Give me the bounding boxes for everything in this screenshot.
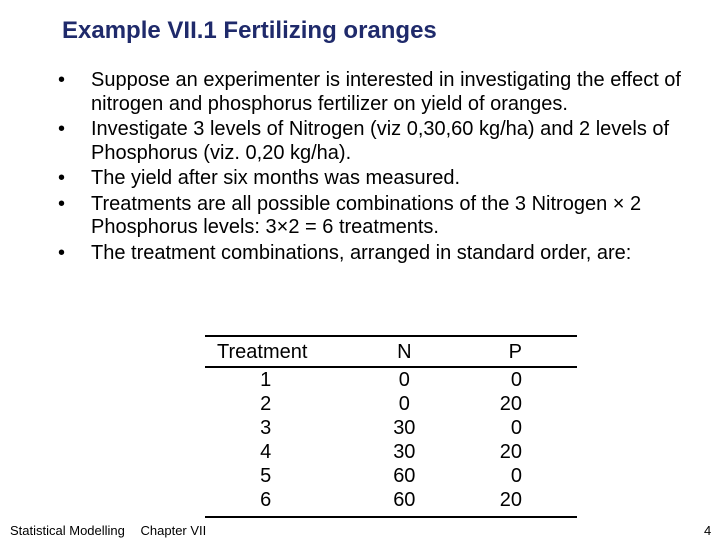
bullet-item bbox=[58, 118, 708, 165]
treatment-cell: 6 bbox=[205, 488, 326, 517]
bullet-marker: • bbox=[58, 69, 66, 91]
bullet-item bbox=[58, 193, 708, 240]
phosphorus-cell: 0 bbox=[510, 416, 522, 439]
slide-title: Example VII.1 Fertilizing oranges bbox=[62, 17, 437, 44]
footer-chapter: Chapter VII bbox=[140, 523, 207, 538]
table-row bbox=[205, 392, 577, 416]
bullet-text: Treatments are all possible combinations of the 3 Nitrogen × 2 Phosphorus levels: 3×2 = 6 treatments. bbox=[91, 192, 642, 238]
nitrogen-cell: 0 bbox=[398, 368, 410, 391]
bullet-marker: • bbox=[58, 241, 66, 264]
bullet-marker: • bbox=[58, 167, 66, 189]
bullet-item bbox=[58, 167, 708, 191]
phosphorus-cell: 0 bbox=[510, 368, 522, 391]
nitrogen-cell: 30 bbox=[393, 440, 416, 463]
bullet-list bbox=[58, 69, 708, 267]
table-row bbox=[205, 416, 577, 440]
table-header-row bbox=[205, 336, 577, 367]
table-row bbox=[205, 367, 577, 392]
table-row bbox=[205, 464, 577, 488]
phosphorus-cell: 20 bbox=[499, 440, 522, 463]
table-row bbox=[205, 488, 577, 517]
nitrogen-cell: 0 bbox=[398, 392, 410, 415]
footer-left bbox=[10, 523, 218, 538]
treatment-cell: 3 bbox=[260, 416, 272, 439]
header-phosphorus: P bbox=[442, 336, 577, 367]
phosphorus-cell: 20 bbox=[499, 392, 522, 415]
table-row bbox=[205, 440, 577, 464]
bullet-text: Suppose an experimenter is interested in investigating the effect of nitrogen and phosphorus fertilizer on yield of oranges. bbox=[91, 69, 681, 115]
treatment-table bbox=[205, 335, 577, 518]
bullet-item bbox=[58, 69, 708, 116]
nitrogen-cell: 60 bbox=[393, 464, 416, 487]
phosphorus-cell: 20 bbox=[442, 488, 577, 517]
phosphorus-cell: 0 bbox=[510, 464, 522, 487]
bullet-marker: • bbox=[58, 118, 66, 140]
page-number: 4 bbox=[704, 523, 712, 538]
header-nitrogen: N bbox=[326, 336, 442, 367]
treatment-cell: 5 bbox=[260, 464, 272, 487]
footer-course: Statistical Modelling bbox=[10, 523, 125, 538]
treatment-table-container bbox=[205, 335, 577, 518]
nitrogen-cell: 60 bbox=[326, 488, 442, 517]
bullet-marker: • bbox=[58, 192, 66, 215]
treatment-cell: 2 bbox=[260, 392, 272, 415]
header-treatment: Treatment bbox=[205, 336, 326, 367]
bullet-text: The yield after six months was measured. bbox=[91, 167, 461, 189]
bullet-text: The treatment combinations, arranged in standard order, are: bbox=[91, 241, 632, 264]
treatment-cell: 1 bbox=[260, 368, 272, 391]
bullet-item bbox=[58, 242, 708, 266]
bullet-text: Investigate 3 levels of Nitrogen (viz 0,30,60 kg/ha) and 2 levels of Phosphorus (viz. 0,20 kg/ha). bbox=[91, 118, 670, 164]
nitrogen-cell: 30 bbox=[393, 416, 416, 439]
treatment-cell: 4 bbox=[260, 440, 272, 463]
